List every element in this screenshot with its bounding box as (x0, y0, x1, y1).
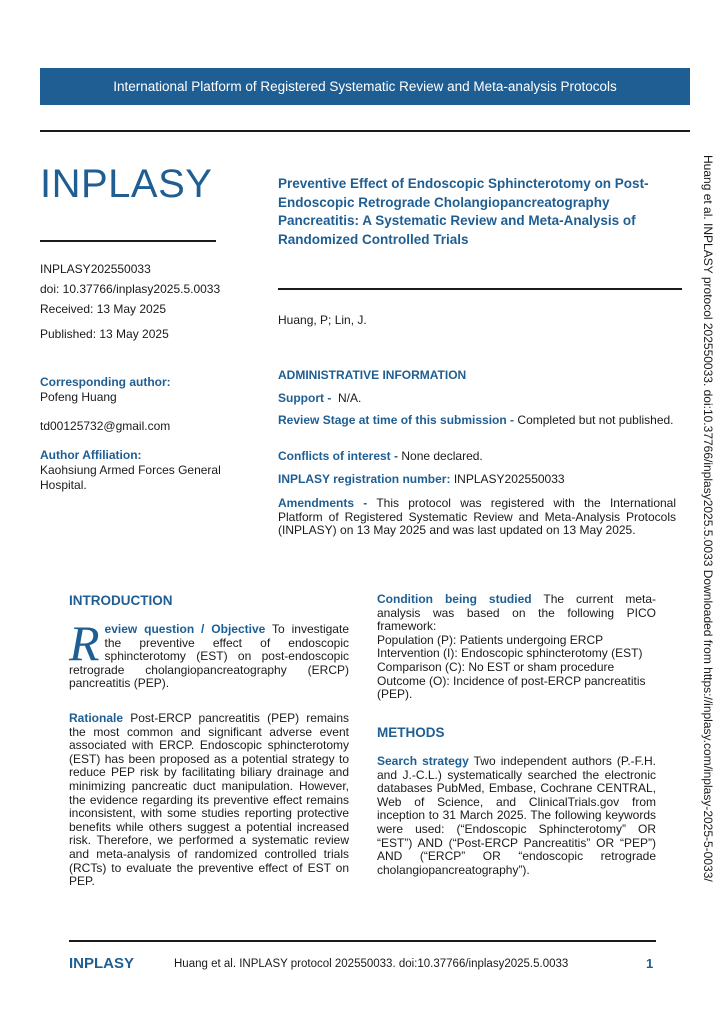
coi-value: None declared. (401, 449, 483, 463)
paper-title: Preventive Effect of Endoscopic Sphincterotomy on Post-Endoscopic Retrograde Cholangiopancreatography Pancreatitis: A Systematic Review and Meta-Analysis of Randomized Controlled Trials (278, 176, 649, 247)
banner-text: International Platform of Registered Systematic Review and Meta-analysis Protocols (113, 79, 617, 94)
search-strategy-paragraph (377, 755, 656, 877)
corresponding-name: Pofeng Huang (40, 390, 117, 404)
top-rule (40, 130, 690, 132)
footer-citation: Huang et al. INPLASY protocol 202550033. doi:10.37766/inplasy2025.5.0033 (174, 958, 569, 970)
review-question-text: To investigate the preventive effect of endoscopic sphincterotomy (EST) on post-endoscopic retrograde cholangiopancreatography (ERCP) pancreatitis (PEP). (69, 622, 349, 691)
amend-value: This protocol was registered with the International Platform of Registered Systematic Review and Meta-Analysis Protocols (INPLASY) on 13 May 2025 and was last updated on 13 May 2025. (278, 496, 677, 537)
pico-comparison: Comparison (C): No EST or sham procedure (377, 659, 615, 674)
reg-value: INPLASY202550033 (453, 472, 565, 486)
review-question-label: eview question / Objective (104, 622, 266, 636)
coi-label: Conflicts of interest - (278, 449, 399, 463)
review-stage-item (278, 414, 676, 428)
vertical-download-notice: Huang et al. INPLASY protocol 202550033. doi:10.37766/inplasy2025.5.0033 Downloaded from https://inplasy.com/inplasy-2025-5-0033/ (701, 155, 715, 882)
stage-label: Review Stage at time of this submission - (278, 413, 515, 427)
title-rule (278, 288, 682, 290)
footer-logo: INPLASY (69, 955, 135, 972)
pico-outcome: Outcome (O): Incidence of post-ERCP pancreatitis (PEP). (377, 673, 646, 702)
stage-value: Completed but not published. (517, 413, 674, 427)
page-number: 1 (646, 956, 654, 971)
affiliation-label: Author Affiliation: (40, 448, 142, 462)
logo-underline (40, 240, 216, 242)
header-banner (40, 68, 690, 105)
amend-label: Amendments - (278, 496, 368, 510)
received-date: Received: 13 May 2025 (40, 302, 167, 316)
doi-text: doi: 10.37766/inplasy2025.5.0033 (40, 282, 221, 296)
support-label: Support - (278, 391, 332, 405)
amendments-item (278, 497, 676, 538)
pico-population: Population (P): Patients undergoing ERCP (377, 632, 604, 647)
admin-heading: ADMINISTRATIVE INFORMATION (278, 368, 467, 382)
support-value: N/A. (338, 391, 362, 405)
pico-intervention: Intervention (I): Endoscopic sphincterotomy (EST) (377, 646, 643, 661)
author-affiliation (40, 448, 240, 493)
registration-item (278, 473, 676, 487)
search-strategy-text: Two independent authors (P.-F.H. and J.-C.L.) systematically searched the electronic databases PubMed, Embase, Cochrane CENTRAL, Web of Science, and ClinicalTrials.gov from inception to 31 March 2025. The following keywords were used: (“Endoscopic Sphincterotomy” OR “EST”) AND (“Post-ERCP Pancreatitis” OR “PEP”) AND (“ERCP” OR “endoscopic retrograde cholangiopancreatography”). (377, 754, 657, 877)
rationale-paragraph (69, 712, 349, 889)
corresponding-author (40, 375, 171, 405)
inplasy-logo: INPLASY (40, 162, 213, 206)
condition-label: Condition being studied (377, 592, 532, 606)
condition-paragraph (377, 593, 656, 702)
registration-id: INPLASY202550033 (40, 262, 151, 276)
reg-label: INPLASY registration number: (278, 472, 451, 486)
search-strategy-label: Search strategy (377, 754, 469, 768)
review-question-paragraph (69, 615, 349, 691)
rationale-text: Post-ERCP pancreatitis (PEP) remains the most common and significant adverse event associated with ERCP. Endoscopic sphincterotomy (EST) has been proposed as a potential strategy to reduce PEP risk by facilitating biliary drainage and minimizing pancreatic duct manipulation. However, the evidence regarding its preventive effect remains inconsistent, with some studies reporting protective benefits while others suggest a potential increased risk. Therefore, we performed a systematic review and meta-analysis of randomized controlled trials (RCTs) to evaluate the preventive effect of EST on PEP. (69, 711, 349, 889)
author-list: Huang, P; Lin, J. (278, 313, 367, 327)
corresponding-label: Corresponding author: (40, 375, 171, 389)
rationale-label: Rationale (69, 711, 124, 725)
drop-cap: R (69, 615, 100, 671)
conflicts-item (278, 450, 676, 464)
affiliation-text: Kaohsiung Armed Forces General Hospital. (40, 463, 221, 492)
corresponding-email[interactable]: td00125732@gmail.com (40, 419, 171, 433)
introduction-heading: INTRODUCTION (69, 593, 173, 608)
footer-rule (69, 940, 656, 942)
support-item (278, 392, 676, 406)
methods-heading: METHODS (377, 725, 445, 740)
published-date: Published: 13 May 2025 (40, 327, 169, 341)
condition-text: The current meta-analysis was based on the following PICO framework: (377, 592, 656, 634)
